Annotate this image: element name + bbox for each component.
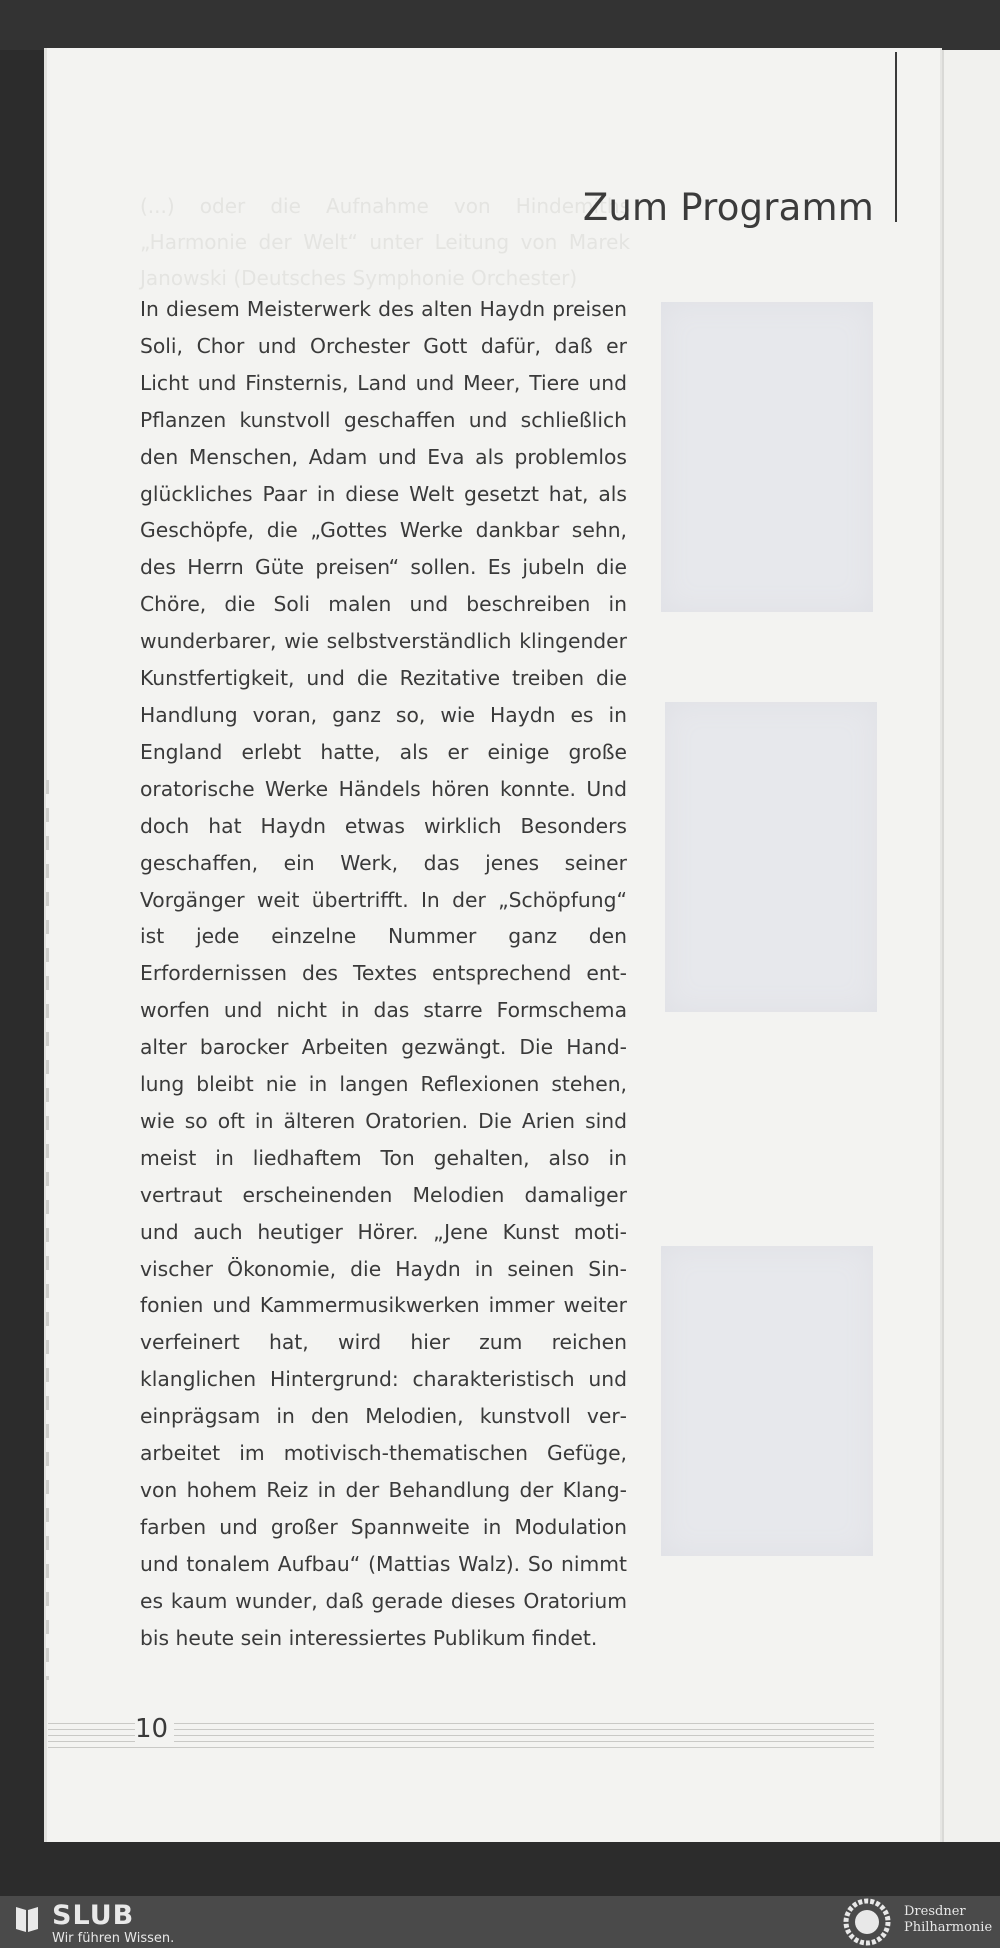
library-tagline: Wir führen Wissen.: [52, 1931, 175, 1946]
page-number: 10: [135, 1714, 174, 1744]
partner-name-line-2: Philharmonie: [904, 1920, 993, 1935]
faded-portrait-photo-3: [661, 1246, 873, 1556]
adjacent-page-edge: [942, 50, 1000, 1842]
bleed-through-text: (...) oder die Aufnahme von Hindemiths „Harmonie der Welt“ unter Leitung von Marek Janowski (Deutsches Symphonie Orchester): [140, 194, 630, 290]
faded-portrait-photo-2: [665, 702, 877, 1012]
partner-name-line-1: Dresdner: [904, 1904, 966, 1919]
binding-marks: [46, 780, 49, 1680]
page-title: Zum Programm: [582, 186, 874, 229]
slub-logo-icon[interactable]: [14, 1904, 40, 1934]
faded-portrait-photo-1: [661, 302, 873, 612]
library-name[interactable]: SLUB: [52, 1900, 135, 1931]
page-edge-line: [895, 52, 897, 222]
philharmonie-logo-icon[interactable]: [842, 1898, 892, 1946]
scan-background: [0, 0, 1000, 50]
partner-name[interactable]: [904, 1904, 992, 1936]
body-text: In diesem Meisterwerk des alten Haydn preisen Soli, Chor und Orchester Gott dafür, daß er Licht und Finsternis, Land und Meer, Tiere und Pflanzen kunstvoll geschaffen und schließlich den Menschen, Adam und Eva als problemlos glückliches Paar in diese Welt gesetzt hat, als Geschöpfe, die „Gottes Werke dankbar sehn, des Herrn Güte preisen“ sollen. Es jubeln die Chöre, die Soli malen und beschreiben in wunderbarer, wie selbstverständlich klingender Kunstfertigkeit, und die Rezitative treiben die Handlung voran, ganz so, wie Haydn es in England erlebt hatte, als er einige große oratorische Werke Händels hören konnte. Und doch hat Haydn etwas wirklich Besonders geschaffen, ein Werk, das jenes seiner Vorgänger weit übertrifft. In der „Schöpfung“ ist jede einzelne Nummer ganz den Erfordernissen des Textes entsprechend entworfen und nicht in das starre Formschema alter barocker Arbeiten gezwängt. Die Handlung bleibt nie in langen Reflexionen stehen, wie so oft in älteren Oratorien. Die Arien sind meist in liedhaftem Ton gehalten, also in vertraut erscheinenden Melodien damaliger und auch heutiger Hörer. „Jene Kunst motivischer Ökonomie, die Haydn in seinen Sinfonien und Kammermusikwerken immer weiter verfeinert hat, wird hier zum reichen klanglichen Hintergrund: charakteristisch und einprägsam in den Melodien, kunstvoll verarbeitet im motivisch-thematischen Gefüge, von hohem Reiz in der Behandlung der Klangfarben und großer Spannweite in Modulation und tonalem Aufbau“ (Mattias Walz). So nimmt es kaum wunder, daß gerade dieses Oratorium bis heute sein interessiertes Publikum findet.: [140, 297, 627, 1650]
